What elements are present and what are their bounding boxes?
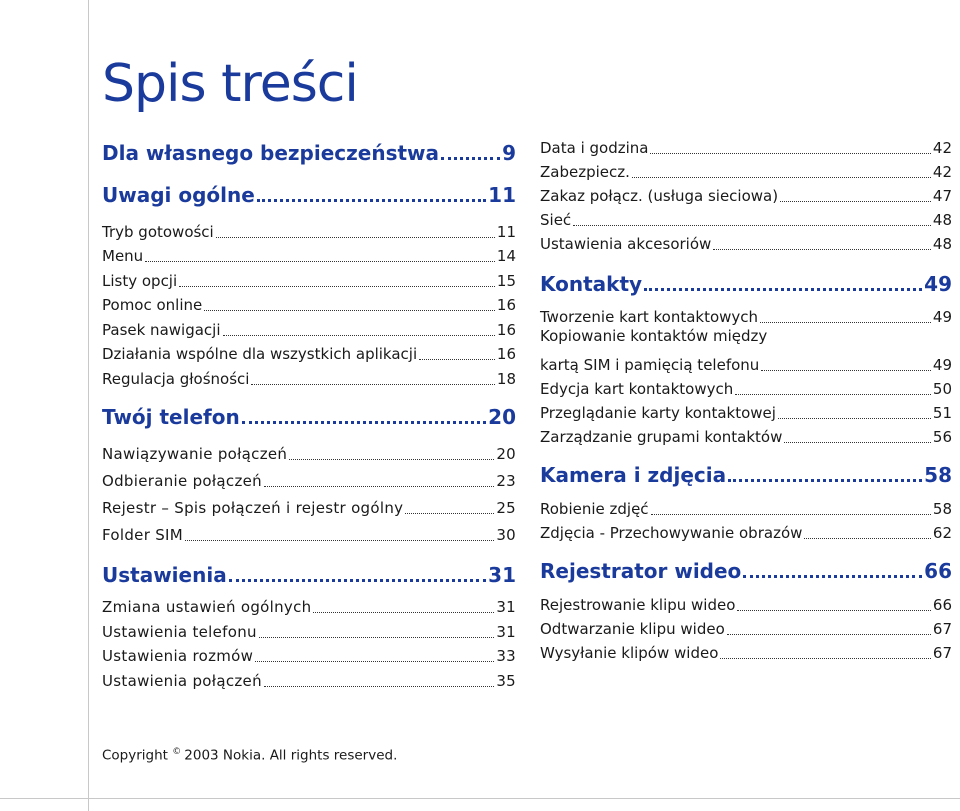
entry-label: Wysyłanie klipów wideo [540, 644, 719, 662]
entry-page: 58 [932, 500, 952, 518]
dot-leader [780, 201, 931, 202]
toc-section-contacts[interactable] [540, 254, 952, 296]
section-page: 20 [488, 404, 516, 429]
section-page: 9 [502, 141, 516, 165]
toc-section-video[interactable] [540, 543, 952, 583]
toc-section-general[interactable] [102, 165, 516, 207]
dot-leader [743, 575, 922, 578]
dot-leader [313, 612, 494, 613]
settings-items-continued [540, 134, 952, 254]
dot-leader [727, 634, 931, 635]
margin-rule [88, 0, 89, 811]
dot-leader [573, 225, 931, 226]
entry-page: 50 [932, 380, 952, 398]
entry-label: Odtwarzanie klipu wideo [540, 620, 725, 638]
entry-label: Tworzenie kart kontaktowych [540, 308, 759, 326]
entry-label: Zarządzanie grupami kontaktów [540, 428, 783, 446]
entry-label: Pasek nawigacji [102, 320, 221, 339]
entry-page: 67 [932, 620, 952, 638]
toc-entry-line-2[interactable] [540, 351, 952, 375]
section-label: Rejestrator wideo [540, 559, 742, 583]
entry-label: Listy opcji [102, 271, 178, 290]
section-page: 58 [924, 463, 952, 487]
copyright-rest: 2003 Nokia. All rights reserved. [184, 747, 398, 764]
entry-page: 25 [496, 498, 516, 517]
toc-entry[interactable] [540, 375, 952, 399]
dot-leader [784, 442, 931, 443]
toc-entry[interactable] [102, 266, 516, 291]
dot-leader [713, 249, 931, 250]
entry-page: 16 [496, 296, 516, 314]
section-page: 49 [924, 272, 952, 296]
dot-leader [405, 513, 494, 514]
entry-page: 42 [932, 163, 952, 181]
entry-label: Ustawienia akcesoriów [540, 235, 712, 253]
toc-section-settings[interactable] [102, 545, 516, 587]
entry-label: Pomoc online [102, 296, 203, 314]
dot-leader [257, 199, 486, 202]
page-title: Spis treści [102, 54, 358, 114]
section-page: 11 [488, 183, 516, 207]
contacts-items [540, 303, 952, 447]
entry-label: Menu [102, 247, 144, 265]
entry-label: Data i godzina [540, 139, 649, 157]
toc-entry[interactable] [102, 642, 516, 667]
section-label: Twój telefon [102, 404, 240, 429]
toc-entry[interactable] [540, 182, 952, 206]
entry-page: 31 [496, 622, 516, 641]
entry-page: 16 [496, 345, 516, 363]
dot-leader [216, 237, 495, 238]
entry-page: 42 [932, 139, 952, 157]
toc-entry[interactable] [102, 593, 516, 618]
toc-entry[interactable] [102, 340, 516, 365]
dot-leader [778, 418, 931, 419]
dot-leader [229, 579, 486, 582]
entry-label: Tryb gotowości [102, 222, 214, 241]
dot-leader [650, 153, 930, 154]
dot-leader [760, 322, 931, 323]
copyright-notice [102, 747, 397, 764]
entry-label: Rejestrowanie klipu wideo [540, 596, 736, 614]
dot-leader [644, 288, 922, 291]
entry-page: 56 [932, 428, 952, 446]
general-items [102, 217, 516, 389]
entry-label: Zmiana ustawień ogólnych [102, 598, 312, 616]
dot-leader [223, 335, 495, 336]
entry-label: Sieć [540, 211, 572, 229]
bottom-rule [0, 798, 960, 799]
dot-leader [204, 310, 495, 311]
toc-section-safety[interactable] [102, 129, 516, 165]
entry-label: Nawiązywanie połączeń [102, 444, 288, 463]
toc-entry[interactable] [102, 617, 516, 642]
entry-page: 47 [932, 187, 952, 205]
entry-page: 14 [496, 247, 516, 265]
entry-page: 15 [496, 271, 516, 290]
entry-page: 67 [932, 644, 952, 662]
dot-leader [145, 261, 495, 262]
dot-leader [761, 370, 931, 371]
entry-label: Działania wspólne dla wszystkich aplikacji [102, 345, 418, 363]
toc-entry[interactable] [102, 315, 516, 340]
entry-label: Edycja kart kontaktowych [540, 380, 734, 398]
dot-leader [255, 661, 494, 662]
dot-leader [632, 177, 931, 178]
dot-leader [242, 421, 486, 424]
toc-entry[interactable] [102, 437, 516, 464]
entry-label: Zdjęcia - Przechowywanie obrazów [540, 524, 803, 542]
toc-entry[interactable] [540, 230, 952, 254]
toc-entry[interactable] [540, 303, 952, 327]
entry-label: Kopiowanie kontaktów między [540, 327, 768, 345]
entry-label-continued: kartą SIM i pamięcią telefonu [540, 356, 760, 374]
entry-label: Regulacja głośności [102, 369, 250, 388]
toc-entry[interactable] [540, 399, 952, 423]
section-page: 66 [924, 559, 952, 583]
entry-page: 18 [496, 369, 516, 388]
entry-page: 31 [496, 598, 516, 616]
camera-items [540, 495, 952, 543]
entry-page: 51 [932, 404, 952, 422]
dot-leader [441, 157, 500, 160]
toc-entry[interactable] [540, 423, 952, 447]
toc-entry-line-1[interactable] [540, 327, 952, 351]
section-label: Uwagi ogólne [102, 183, 255, 207]
entry-page: 49 [932, 308, 952, 326]
dot-leader [259, 637, 494, 638]
dot-leader [737, 610, 931, 611]
entry-page: 66 [932, 596, 952, 614]
dot-leader [804, 538, 931, 539]
toc-entry[interactable] [540, 134, 952, 158]
toc-entry[interactable] [540, 639, 952, 663]
dot-leader [251, 384, 494, 385]
toc-entry[interactable] [102, 217, 516, 242]
toc-column-left [102, 129, 516, 691]
toc-entry[interactable] [102, 242, 516, 267]
toc-entry[interactable] [102, 666, 516, 691]
entry-label: Zabezpiecz. [540, 163, 630, 181]
dot-leader [419, 359, 495, 360]
dot-leader [185, 540, 494, 541]
entry-page: 33 [496, 647, 516, 665]
entry-page: 16 [496, 320, 516, 339]
entry-page: 23 [496, 471, 516, 490]
entry-page: 11 [496, 222, 516, 241]
entry-page: 49 [932, 356, 952, 374]
entry-page: 35 [496, 671, 516, 690]
toc-entry[interactable] [540, 495, 952, 519]
entry-label: Robienie zdjęć [540, 500, 649, 518]
toc-entry[interactable] [102, 364, 516, 389]
entry-page: 30 [496, 525, 516, 544]
entry-label: Ustawienia rozmów [102, 647, 254, 665]
dot-leader [179, 286, 495, 287]
entry-page: 20 [496, 444, 516, 463]
dot-leader [264, 486, 494, 487]
dot-leader [264, 686, 494, 687]
section-label: Kamera i zdjęcia [540, 463, 727, 487]
entry-page: 48 [932, 235, 952, 253]
dot-leader [720, 658, 931, 659]
toc-section-camera[interactable] [540, 447, 952, 487]
dot-leader [651, 514, 931, 515]
section-label: Ustawienia [102, 562, 227, 587]
section-label: Kontakty [540, 272, 643, 296]
dot-leader [289, 459, 494, 460]
entry-label: Folder SIM [102, 525, 184, 544]
toc-entry[interactable] [540, 158, 952, 182]
entry-label: Ustawienia telefonu [102, 622, 257, 641]
copyright-symbol: © [172, 747, 182, 757]
entry-label: Rejestr – Spis połączeń i rejestr ogólny [102, 498, 404, 517]
entry-label: Przeglądanie karty kontaktowej [540, 404, 776, 422]
toc-entry[interactable] [540, 519, 952, 543]
section-label: Dla własnego bezpieczeństwa [102, 141, 440, 165]
settings-items [102, 593, 516, 691]
entry-page: 62 [932, 524, 952, 542]
toc-entry[interactable] [102, 491, 516, 518]
dot-leader [735, 394, 931, 395]
entry-label: Ustawienia połączeń [102, 671, 262, 690]
phone-items [102, 437, 516, 545]
section-page: 31 [488, 562, 516, 587]
toc-entry[interactable] [102, 518, 516, 545]
entry-page: 48 [932, 211, 952, 229]
toc-entry[interactable] [102, 291, 516, 316]
dot-leader [728, 479, 922, 482]
entry-label: Zakaz połącz. (usługa sieciowa) [540, 187, 779, 205]
entry-label: Odbieranie połączeń [102, 471, 262, 490]
toc-entry[interactable] [540, 591, 952, 615]
copyright-text: Copyright [102, 747, 168, 764]
toc-entry[interactable] [540, 615, 952, 639]
toc-section-phone[interactable] [102, 389, 516, 429]
toc-entry[interactable] [540, 206, 952, 230]
toc-column-right [540, 134, 952, 663]
toc-entry[interactable] [102, 464, 516, 491]
video-items [540, 591, 952, 663]
